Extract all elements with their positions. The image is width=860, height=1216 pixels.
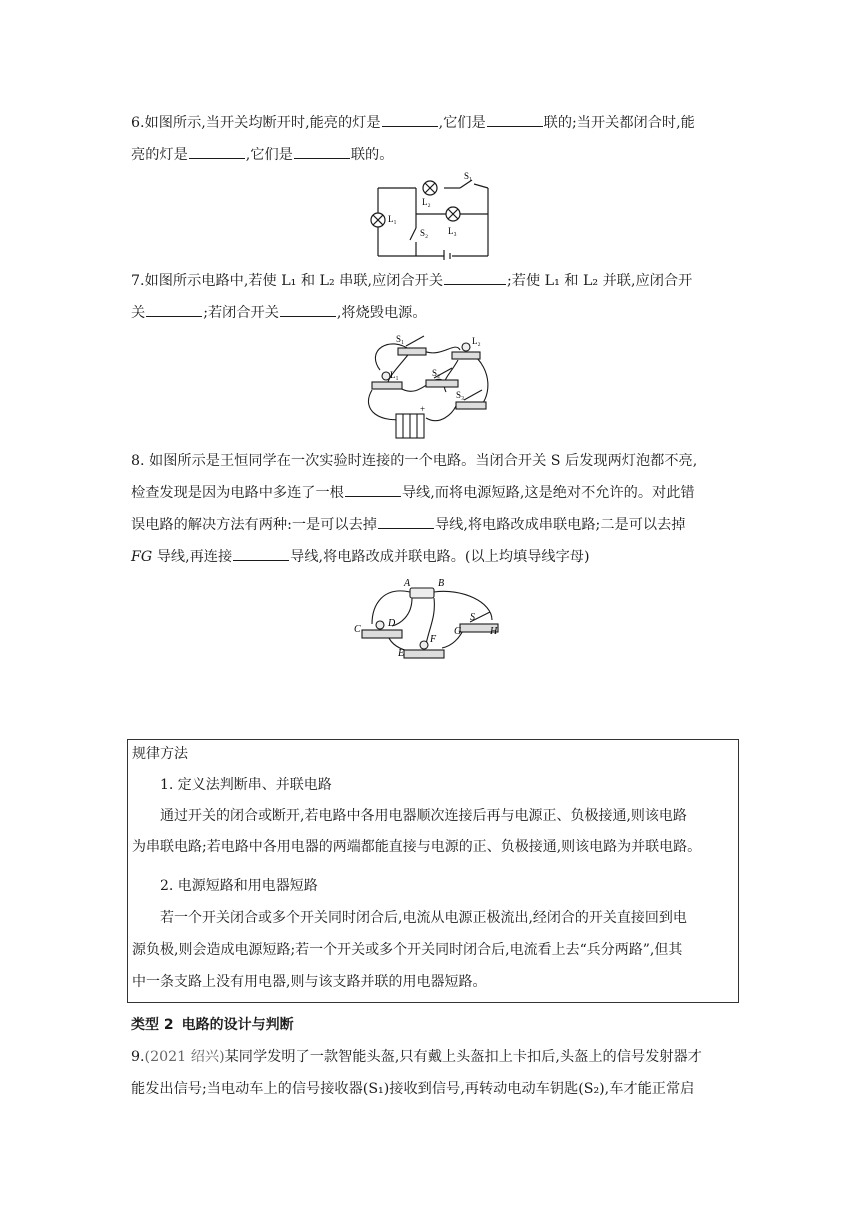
- label-s: S: [470, 612, 475, 623]
- label-a: A: [404, 578, 411, 589]
- answer-blank[interactable]: [146, 304, 202, 317]
- label-l3: L₃: [448, 226, 457, 236]
- answer-blank[interactable]: [233, 548, 289, 561]
- q8-line-1: 8. 如图所示是王恒同学在一次实验时连接的一个电路。当闭合开关 S 后发现两灯泡都不亮,: [131, 453, 698, 469]
- method-box: [127, 739, 739, 1003]
- label-s2: S₂: [420, 228, 429, 238]
- label-h: H: [490, 626, 498, 637]
- answer-blank[interactable]: [280, 304, 336, 317]
- label-s2: S₂: [432, 368, 441, 378]
- method-item-2-line-3: 中一条支路上没有用电器,则与该支路并联的用电器短路。: [132, 974, 487, 990]
- answer-blank[interactable]: [189, 146, 245, 159]
- label-g: G: [454, 626, 462, 637]
- label-s1: S₁: [396, 334, 405, 344]
- answer-blank[interactable]: [294, 146, 350, 159]
- question-8: [131, 448, 733, 570]
- label-l2: L₂: [472, 336, 481, 346]
- q9-source: (2021 绍兴): [144, 1049, 225, 1065]
- section-title: 电路的设计与判断: [181, 1017, 294, 1033]
- q8-line-2: 检查发现是因为电路中多连了一根 导线,而将电源短路,这是绝对不允许的。对此错: [131, 485, 695, 501]
- method-item-2-line-2: 源负极,则会造成电源短路;若一个开关或多个开关同时闭合后,电流看上去“兵分两路”,但其: [132, 942, 683, 958]
- question-9: [131, 1044, 733, 1102]
- method-box-title: 规律方法: [132, 746, 188, 762]
- answer-blank[interactable]: [444, 272, 506, 285]
- answer-blank[interactable]: [487, 114, 543, 127]
- method-item-1-title: 1. 定义法判断串、并联电路: [160, 777, 332, 793]
- q9-line-2: 能发出信号;当电动车上的信号接收器(S₁)接收到信号,再转动电动车钥匙(S₂),车才能正常启: [131, 1081, 695, 1097]
- label-l1: L₁: [390, 370, 399, 380]
- q6-line-2: 亮的灯是 ,它们是 联的。: [131, 147, 394, 163]
- label-c: C: [354, 624, 361, 635]
- q6-line-1: 6.如图所示,当开关均断开时,能亮的灯是 ,它们是 联的;当开关都闭合时,能: [131, 115, 695, 131]
- section-type: 类型 2: [131, 1017, 174, 1033]
- method-item-2-title: 2. 电源短路和用电器短路: [160, 878, 318, 894]
- answer-blank[interactable]: [378, 516, 434, 529]
- label-l2: L₂: [422, 197, 431, 207]
- q7-line-2: 关 ;若闭合开关 ,将烧毁电源。: [131, 305, 427, 321]
- label-b: B: [438, 578, 445, 589]
- circuit-svg: [368, 170, 494, 260]
- label-plus: +: [420, 404, 426, 414]
- label-d: D: [388, 618, 396, 629]
- answer-blank[interactable]: [345, 484, 401, 497]
- method-item-1-line-2: 为串联电路;若电路中各用电器的两端都能直接与电源的正、负极接通,则该电路为并联电路。: [132, 839, 702, 855]
- q9-line-1: 9.(2021 绍兴)某同学发明了一款智能头盔,只有戴上头盔扣上卡扣后,头盔上的信号发射器才: [131, 1049, 702, 1065]
- label-f: F: [430, 634, 437, 645]
- q6-circuit-diagram: [368, 170, 494, 260]
- question-6: [131, 110, 733, 168]
- answer-blank[interactable]: [382, 114, 438, 127]
- method-item-2-line-1: 若一个开关闭合或多个开关同时闭合后,电流从电源正极流出,经闭合的开关直接回到电: [160, 910, 687, 926]
- q8-circuit-figure: [352, 576, 508, 670]
- q7-physical-circuit: [360, 330, 500, 440]
- q8-line-4: FG 导线,再连接 导线,将电路改成并联电路。(以上均填导线字母): [131, 549, 590, 565]
- question-7: [131, 268, 733, 326]
- q8-line-3: 误电路的解决方法有两种:一是可以去掉 导线,将电路改成串联电路;二是可以去掉: [131, 517, 686, 533]
- label-l1: L₁: [388, 214, 397, 224]
- label-s3: S₃: [456, 390, 465, 400]
- q7-line-1: 7.如图所示电路中,若使 L₁ 和 L₂ 串联,应闭合开关 ;若使 L₁ 和 L₂ 并联,应闭合开: [131, 273, 693, 289]
- section-heading: [131, 1014, 294, 1034]
- label-s1: S₁: [464, 171, 473, 181]
- method-item-1-line-1: 通过开关的闭合或断开,若电路中各用电器顺次连接后再与电源正、负极接通,则该电路: [160, 808, 687, 824]
- label-e: E: [398, 648, 405, 659]
